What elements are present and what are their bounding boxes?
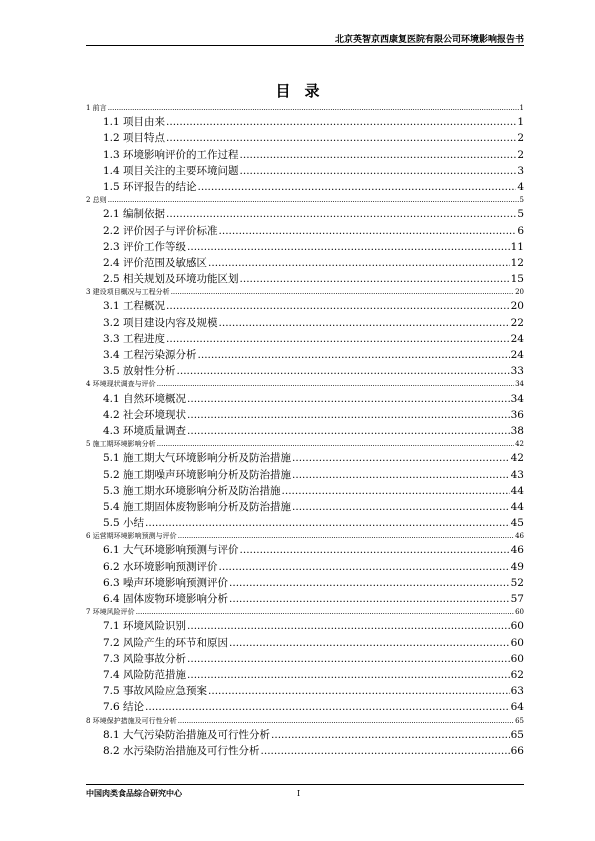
toc-chapter-entry[interactable] (86, 716, 524, 727)
toc-entry-label: 5 施工期环境影响分析 (86, 440, 156, 449)
toc-section-entry[interactable] (86, 271, 524, 287)
toc-entry-page: 60 (510, 620, 524, 633)
toc-entry-page: 3 (517, 164, 524, 177)
toc-dot-leader (157, 440, 514, 448)
toc-dot-leader (166, 300, 510, 312)
toc-entry-page: 11 (510, 240, 524, 253)
toc-entry-label: 1.1 项目由来 (103, 116, 166, 129)
toc-dot-leader (219, 225, 517, 237)
toc-dot-leader (229, 593, 510, 605)
toc-entry-label: 7.4 风险防范措施 (103, 668, 187, 681)
toc-dot-leader (187, 409, 510, 421)
toc-entry-label: 1.2 项目特点 (103, 132, 166, 145)
toc-section-entry[interactable] (86, 683, 524, 699)
toc-dot-leader (187, 620, 510, 632)
toc-entry-label: 1.4 项目关注的主要环境问题 (103, 164, 239, 177)
toc-entry-page: 2 (517, 132, 524, 145)
toc-section-entry[interactable] (86, 743, 524, 759)
toc-dot-leader (240, 544, 510, 556)
toc-entry-label: 1.3 环境影响评价的工作过程 (103, 148, 239, 161)
toc-entry-page: 5 (519, 196, 524, 205)
toc-dot-leader (292, 452, 510, 464)
toc-entry-label: 7.6 结论 (103, 701, 145, 714)
toc-section-entry[interactable] (86, 206, 524, 222)
toc-entry-label: 6.4 固体废物环境影响分析 (103, 593, 229, 605)
toc-chapter-entry[interactable] (86, 379, 524, 390)
toc-section-entry[interactable] (86, 363, 524, 379)
toc-entry-page: 22 (510, 316, 524, 329)
toc-dot-leader (187, 241, 510, 253)
toc-entry-label: 8 环境保护措施及可行性分析 (86, 716, 177, 725)
toc-entry-label: 5.2 施工期噪声环境影响分析及防治措施 (103, 468, 292, 481)
toc-entry-page: 62 (510, 668, 524, 681)
toc-entry-label: 4 环境现状调查与评价 (86, 380, 156, 389)
toc-entry-page: 1 (517, 116, 524, 129)
toc-section-entry[interactable] (86, 331, 524, 347)
toc-section-entry[interactable] (86, 483, 524, 499)
toc-entry-page: 12 (510, 256, 524, 269)
toc-entry-label: 3.1 工程概况 (103, 300, 166, 313)
toc-entry-page: 52 (510, 576, 524, 589)
toc-entry-label: 3 建设项目概况与工程分析 (86, 288, 170, 297)
toc-dot-leader (166, 333, 510, 345)
toc-entry-page: 45 (510, 517, 524, 530)
toc-entry-label: 4.2 社会环境现状 (103, 408, 187, 421)
toc-section-entry[interactable] (86, 575, 524, 591)
toc-entry-page: 2 (517, 148, 524, 161)
toc-entry-page: 1 (519, 104, 524, 112)
toc-section-entry[interactable] (86, 450, 524, 466)
toc-dot-leader (145, 701, 510, 713)
toc-entry-label: 2.5 相关规划及环境功能区划 (103, 273, 239, 286)
toc-entry-label: 5.5 小结 (103, 517, 145, 530)
toc-dot-leader (166, 132, 516, 144)
toc-section-entry[interactable] (86, 298, 524, 314)
toc-entry-page: 33 (510, 365, 524, 378)
footer-organization: 中国肉类食品综合研究中心 (86, 789, 182, 798)
toc-chapter-entry[interactable] (86, 439, 524, 450)
toc-dot-leader (166, 116, 516, 128)
toc-dot-leader (108, 196, 519, 204)
toc-entry-label: 4.3 环境质量调查 (103, 424, 187, 437)
toc-dot-leader (208, 685, 510, 697)
toc-entry-page: 5 (517, 208, 524, 221)
toc-dot-leader (282, 485, 510, 497)
toc-dot-leader (108, 104, 519, 112)
toc-entry-label: 1.5 环评报告的结论 (103, 180, 197, 193)
toc-entry-label: 7.3 风险事故分析 (103, 652, 187, 665)
toc-entry-label: 2.4 评价范围及敏感区 (103, 256, 208, 269)
toc-section-entry[interactable] (86, 635, 524, 651)
toc-section-entry[interactable] (86, 114, 524, 130)
toc-dot-leader (229, 577, 510, 589)
toc-entry-label: 3.4 工程污染源分析 (103, 349, 197, 361)
toc-section-entry[interactable] (86, 542, 524, 558)
toc-entry-page: 43 (510, 468, 524, 481)
toc-entry-page: 4 (517, 180, 524, 193)
toc-entry-label: 7.5 事故风险应急预案 (103, 685, 208, 698)
toc-entry-page: 60 (510, 652, 524, 665)
toc-dot-leader (292, 501, 510, 513)
toc-dot-leader (157, 380, 514, 388)
page-title: 目录 (275, 82, 334, 100)
toc-entry-page: 44 (510, 484, 524, 497)
toc-entry-page: 24 (510, 349, 524, 361)
toc-dot-leader (187, 669, 510, 681)
toc-entry-page: 34 (510, 392, 524, 405)
toc-section-entry[interactable] (86, 499, 524, 515)
toc-entry-label: 6 运营期环境影响预测与评价 (86, 532, 177, 541)
toc-dot-leader (292, 469, 510, 481)
toc-entry-label: 2.2 评价因子与评价标准 (103, 224, 218, 237)
toc-entry-label: 4.1 自然环境概况 (103, 392, 187, 405)
toc-entry-page: 36 (510, 408, 524, 421)
toc-dot-leader (177, 365, 510, 377)
toc-entry-page: 42 (510, 452, 524, 465)
toc-chapter-entry[interactable] (86, 103, 524, 114)
toc-section-entry[interactable] (86, 591, 524, 607)
toc-section-entry[interactable] (86, 347, 524, 363)
toc-section-entry[interactable] (86, 179, 524, 195)
toc-entry-page: 38 (510, 424, 524, 437)
toc-entry-page: 46 (510, 544, 524, 557)
toc-section-entry[interactable] (86, 699, 524, 715)
toc-entry-page: 34 (515, 380, 524, 389)
toc-entry-label: 3.2 项目建设内容及规模 (103, 316, 218, 329)
toc-dot-leader (271, 729, 510, 741)
toc-chapter-entry[interactable] (86, 287, 524, 298)
toc-entry-page: 65 (510, 728, 524, 741)
toc-section-entry[interactable] (86, 147, 524, 163)
footer-rule (86, 784, 524, 785)
toc-section-entry[interactable] (86, 727, 524, 743)
toc-section-entry[interactable] (86, 223, 524, 239)
toc-entry-page: 6 (517, 224, 524, 237)
toc-entry-label: 5.3 施工期水环境影响分析及防治措施 (103, 484, 281, 497)
table-of-contents (86, 103, 524, 759)
toc-entry-page: 42 (515, 440, 524, 449)
toc-section-entry[interactable] (86, 407, 524, 423)
toc-section-entry[interactable] (86, 255, 524, 271)
toc-section-entry[interactable] (86, 618, 524, 634)
toc-entry-label: 7.1 环境风险识别 (103, 620, 187, 633)
toc-entry-page: 20 (515, 288, 524, 297)
toc-dot-leader (187, 425, 510, 437)
toc-section-entry[interactable] (86, 130, 524, 146)
toc-entry-page: 46 (515, 532, 524, 541)
toc-dot-leader (136, 608, 514, 616)
toc-section-entry[interactable] (86, 423, 524, 439)
toc-entry-page: 20 (510, 300, 524, 313)
toc-section-entry[interactable] (86, 667, 524, 683)
toc-section-entry[interactable] (86, 315, 524, 331)
toc-dot-leader (240, 149, 517, 161)
toc-dot-leader (198, 349, 510, 361)
toc-entry-page: 66 (510, 744, 524, 757)
toc-chapter-entry[interactable] (86, 607, 524, 618)
toc-entry-page: 64 (510, 701, 524, 714)
toc-entry-label: 3.3 工程进度 (103, 332, 166, 345)
toc-entry-page: 65 (515, 716, 524, 725)
toc-dot-leader (198, 181, 517, 193)
toc-entry-page: 60 (510, 636, 524, 649)
toc-section-entry[interactable] (86, 391, 524, 407)
footer-page-number: I (297, 789, 301, 798)
toc-dot-leader (178, 532, 514, 540)
toc-chapter-entry[interactable] (86, 195, 524, 206)
toc-dot-leader (145, 517, 510, 529)
toc-section-entry[interactable] (86, 467, 524, 483)
toc-entry-label: 2.3 评价工作等级 (103, 240, 187, 253)
toc-entry-label: 6.2 水环境影响预测评价 (103, 560, 218, 573)
toc-dot-leader (229, 637, 510, 649)
toc-entry-label: 2.1 编制依据 (103, 208, 166, 221)
toc-section-entry[interactable] (86, 515, 524, 531)
toc-entry-label: 8.1 大气污染防治措施及可行性分析 (103, 728, 271, 741)
toc-section-entry[interactable] (86, 651, 524, 667)
toc-entry-page: 60 (515, 608, 524, 617)
toc-entry-label: 2 总则 (86, 196, 107, 205)
toc-dot-leader (219, 561, 510, 573)
toc-section-entry[interactable] (86, 239, 524, 255)
toc-section-entry[interactable] (86, 559, 524, 575)
toc-dot-leader (261, 745, 510, 757)
toc-chapter-entry[interactable] (86, 531, 524, 542)
toc-dot-leader (240, 165, 517, 177)
toc-dot-leader (166, 208, 516, 220)
toc-entry-page: 15 (510, 273, 524, 286)
toc-dot-leader (219, 317, 510, 329)
toc-dot-leader (171, 288, 514, 296)
toc-dot-leader (208, 257, 510, 269)
toc-entry-label: 3.5 放射性分析 (103, 365, 176, 378)
toc-entry-page: 49 (510, 560, 524, 573)
toc-dot-leader (187, 393, 510, 405)
toc-entry-page: 57 (510, 593, 524, 605)
toc-entry-label: 7.2 风险产生的环节和原因 (103, 636, 229, 649)
toc-dot-leader (187, 653, 510, 665)
toc-entry-label: 1 前言 (86, 104, 107, 112)
toc-entry-page: 44 (510, 500, 524, 513)
toc-entry-label: 5.1 施工期大气环境影响分析及防治措施 (103, 452, 292, 465)
toc-entry-label: 6.3 噪声环境影响预测评价 (103, 576, 229, 589)
toc-section-entry[interactable] (86, 163, 524, 179)
toc-entry-label: 7 环境风险评价 (86, 608, 135, 617)
toc-entry-page: 24 (510, 332, 524, 345)
toc-entry-label: 5.4 施工期固体废物影响分析及防治措施 (103, 500, 292, 513)
toc-entry-label: 6.1 大气环境影响预测与评价 (103, 544, 239, 557)
toc-entry-page: 63 (510, 685, 524, 698)
toc-dot-leader (178, 717, 514, 725)
header-rule (86, 45, 524, 46)
running-header: 北京英智京西康复医院有限公司环境影响报告书 (334, 35, 524, 45)
toc-entry-label: 8.2 水污染防治措施及可行性分析 (103, 744, 260, 757)
toc-dot-leader (240, 273, 510, 285)
